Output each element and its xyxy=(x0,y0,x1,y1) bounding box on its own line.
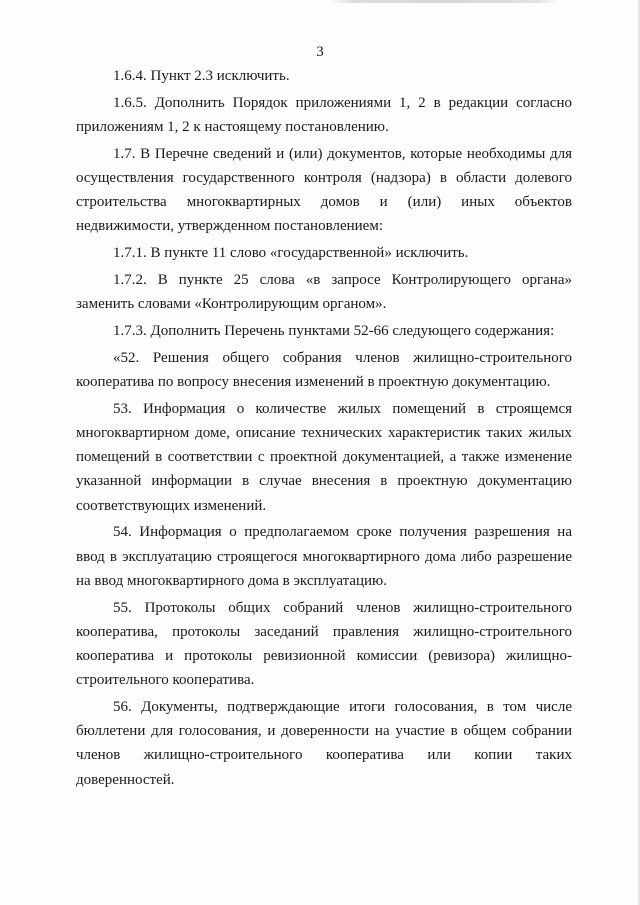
paragraph-item-52: «52. Решения общего собрания членов жилищно-строительного кооператива по вопросу внесения изменений в проектную документацию. xyxy=(76,349,572,390)
paragraph-item-54: 54. Информация о предполагаемом сроке получения разрешения на ввод в эксплуатацию строящегося многоквартирного дома либо разрешение на ввод многоквартирного дома в эксплуатацию. xyxy=(76,524,572,589)
paragraph-1-7: 1.7. В Перечне сведений и (или) документов, которые необходимы для осуществления государственного контроля (надзора) в области долевого строительства многоквартирных домов и (или) иных объектов недвижимости, утвержденном постановлением: xyxy=(76,145,572,235)
paragraph-1-6-4: 1.6.4. Пункт 2.3 исключить. xyxy=(113,68,290,84)
paragraph-1-6-5: 1.6.5. Дополнить Порядок приложениями 1, 2 в редакции согласно приложениям 1, 2 к настоящему постановлению. xyxy=(76,94,572,135)
scan-artifact-top xyxy=(330,0,560,3)
paragraph-1-7-2: 1.7.2. В пункте 25 слова «в запросе Контролирующего органа» заменить словами «Контролирующим органом». xyxy=(76,272,572,313)
paragraph-item-53: 53. Информация о количестве жилых помещений в строящемся многоквартирном доме, описание технических характеристик таких жилых помещений в соответствии с проектной документацией, а также изменение указанной информации в случае внесения в проектную документацию соответствующих изменений. xyxy=(76,400,572,514)
document-body xyxy=(76,64,572,794)
paragraph-item-55: 55. Протоколы общих собраний членов жилищно-строительного кооператива, протоколы заседаний правления жилищно-строительного кооператива и протоколы ревизионной комиссии (ревизора) жилищно-строительного кооператива. xyxy=(76,599,572,689)
paragraph-1-7-1: 1.7.1. В пункте 11 слово «государственной» исключить. xyxy=(113,245,469,262)
paragraph-1-7-3: 1.7.3. Дополнить Перечень пунктами 52-66 следующего содержания: xyxy=(113,323,555,339)
paragraph-item-56: 56. Документы, подтверждающие итоги голосования, в том числе бюллетени для голосования, и доверенности на участие в общем собрании членов жилищно-строительного кооператива или копии таких доверенностей. xyxy=(76,699,572,788)
page-number: 3 xyxy=(316,44,324,60)
